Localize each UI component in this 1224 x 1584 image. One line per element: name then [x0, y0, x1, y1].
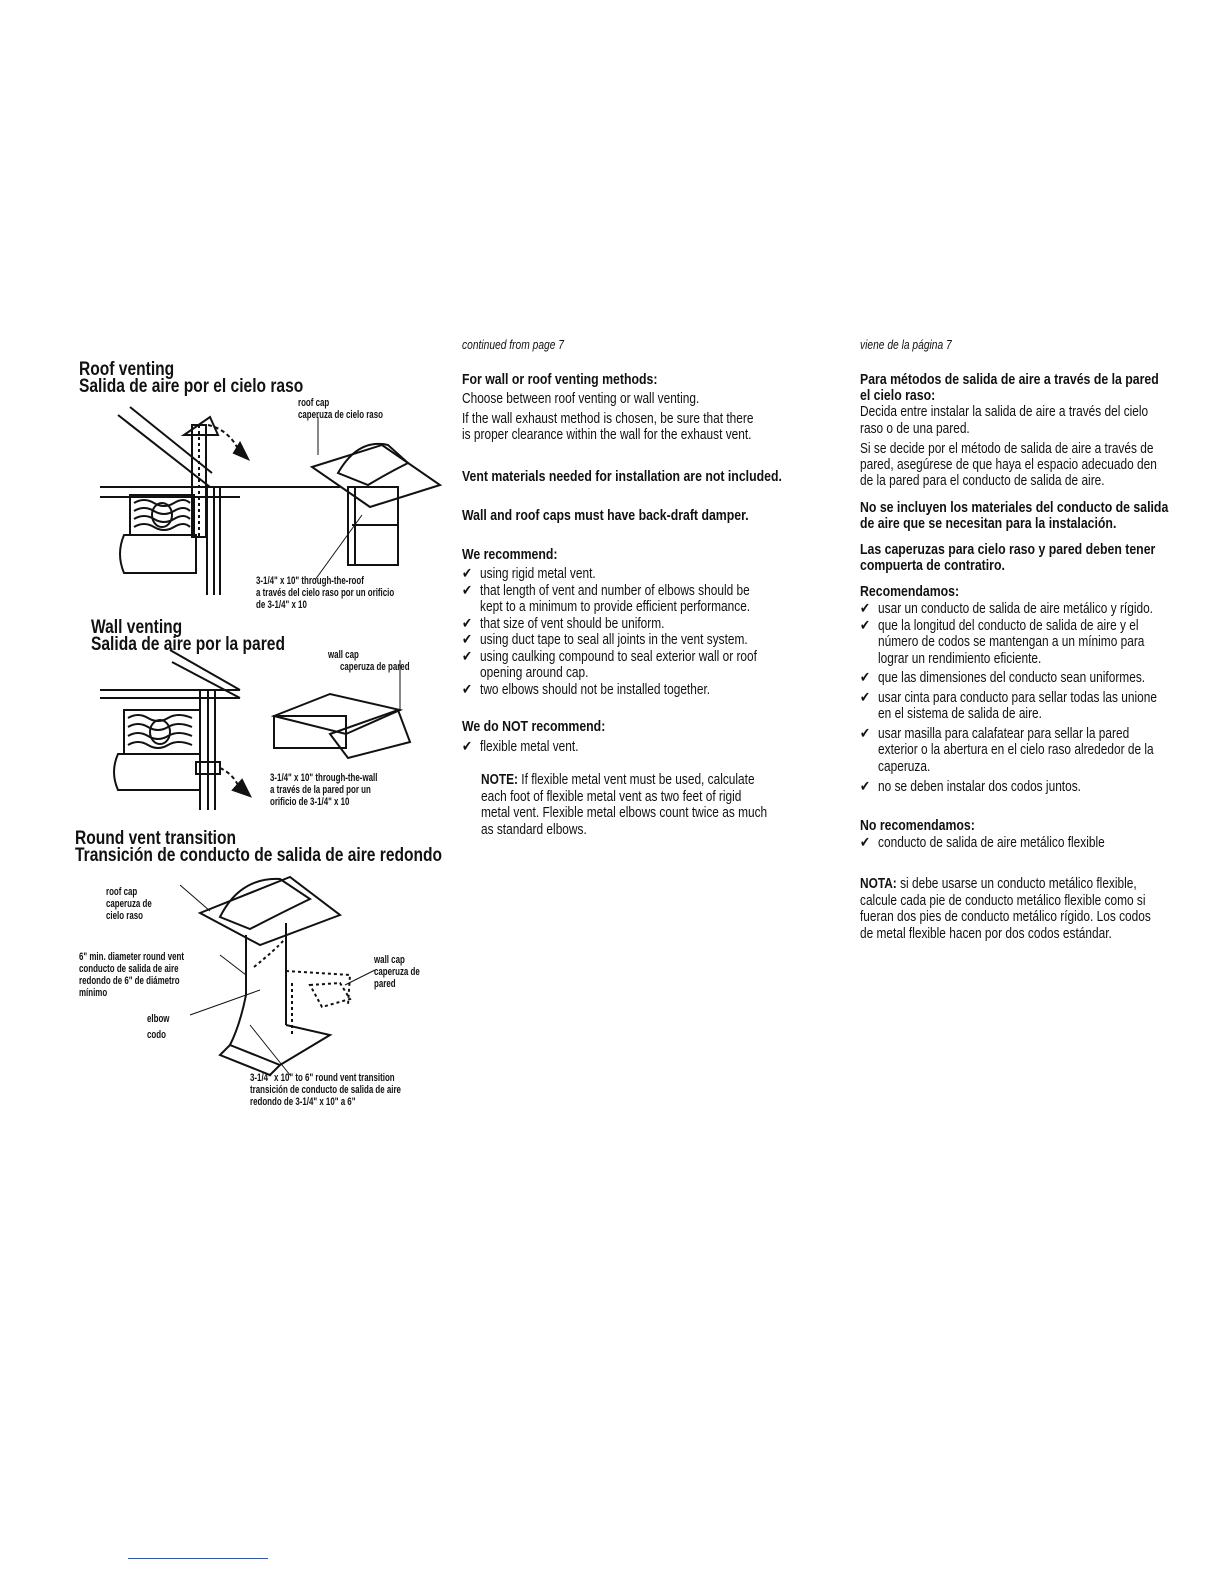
wall-transition-label: 3-1/4" x 10" through-the-wall	[270, 772, 378, 784]
list-item: ✔ conducto de salida de aire metálico flexible	[860, 835, 1105, 851]
list-item-continuation: exterior o la abertura en el cielo raso alrededor de la	[878, 742, 1154, 758]
checkmark-icon: ✔	[462, 681, 472, 698]
list-item: ✔ usar un conducto de salida de aire metálico y rígido.	[860, 601, 1153, 617]
list-item-continuation: opening around cap.	[480, 665, 589, 681]
checkmark-icon: ✔	[860, 779, 870, 795]
methods-es-paragraph-1-line-2: raso o de una pared.	[860, 421, 970, 437]
methods-es-paragraph-1-line-1: Decida entre instalar la salida de aire a través del cielo	[860, 404, 1149, 420]
round-roof-cap-label-es-2: cielo raso	[106, 910, 143, 922]
list-item: ✔ two elbows should not be installed together.	[462, 681, 711, 698]
list-item-continuation: lograr un rendimiento eficiente.	[878, 650, 1042, 667]
roof-cap-label: roof cap	[298, 397, 330, 409]
wall-venting-heading-es: Salida de aire por la pared	[91, 634, 285, 655]
wall-transition-label-es-1: a través de la pared por un	[270, 784, 371, 796]
checkmark-icon: ✔	[860, 835, 870, 851]
materials-note-es-line-2: de aire que se necesitan para la instalación.	[860, 515, 1117, 532]
round-vent-label: 6" min. diameter round vent	[79, 951, 184, 963]
methods-paragraph-2-line-1: If the wall exhaust method is chosen, be sure that there	[462, 411, 754, 427]
not-recommend-list-es	[860, 835, 1105, 852]
list-item-continuation: kept to a minimum to provide efficient performance.	[480, 599, 751, 615]
round-vent-label-es-3: mínimo	[79, 987, 108, 999]
list-item: ✔ using duct tape to seal all joints in the vent system.	[462, 632, 748, 648]
round-wall-cap-label-es-1: caperuza de	[374, 966, 420, 978]
methods-heading-es-line-2: el cielo raso:	[860, 387, 936, 404]
methods-paragraph-1: Choose between roof venting or wall venting.	[462, 391, 700, 407]
not-recommend-list	[462, 739, 579, 756]
round-transition-label-es-1: transición de conducto de salida de aire	[250, 1084, 401, 1096]
methods-es-paragraph-2-line-1: Si se decide por el método de salida de aire a través de	[860, 441, 1154, 457]
methods-heading-es-line-1: Para métodos de salida de aire a través de la pared	[860, 371, 1159, 388]
round-wall-cap-label: wall cap	[374, 954, 405, 966]
note-block-es: NOTA: si debe usarse un conducto metálico flexible, calcule cada pie de conducto metálico flexible como si fueran dos pies de conducto metálico rígido. Los codos de metal flexible hacen por dos codos estándar.	[860, 876, 1151, 942]
list-item: ✔ usar cinta para conducto para sellar todas las unione	[860, 689, 1157, 706]
round-wall-cap-label-es-2: pared	[374, 978, 396, 990]
round-roof-cap-label-es-1: caperuza de	[106, 898, 152, 910]
wall-cap-label-es: caperuza de pared	[340, 661, 410, 673]
continued-note: continued from page 7	[462, 338, 565, 352]
list-item-continuation: número de codos se mantengan a un mínimo para	[878, 634, 1145, 650]
recommend-heading-es: Recomendamos:	[860, 583, 960, 600]
checkmark-icon: ✔	[860, 617, 870, 634]
list-item: ✔ flexible metal vent.	[462, 739, 579, 755]
round-elbow-label: elbow	[147, 1013, 170, 1025]
materials-note: Vent materials needed for installation are not included.	[462, 468, 782, 485]
list-item: ✔ que la longitud del conducto de salida de aire y el	[860, 617, 1139, 634]
round-vent-illustration	[150, 875, 410, 1075]
checkmark-icon: ✔	[860, 725, 870, 742]
methods-es-paragraph-2-line-2: pared, asegúrese de que haya el espacio adecuado den	[860, 457, 1157, 473]
list-item-continuation: en el sistema de salida de aire.	[878, 706, 1042, 722]
checkmark-icon: ✔	[860, 689, 870, 706]
checkmark-icon: ✔	[860, 601, 870, 617]
roof-transition-label-es-2: de 3-1/4" x 10	[256, 599, 307, 611]
recommend-list	[462, 566, 757, 698]
roof-venting-heading-es: Salida de aire por el cielo raso	[79, 376, 304, 397]
checkmark-icon: ✔	[860, 670, 870, 686]
methods-paragraph-2-line-2: is proper clearance within the wall for the exhaust vent.	[462, 427, 752, 443]
not-recommend-heading: We do NOT recommend:	[462, 718, 606, 735]
checkmark-icon: ✔	[462, 632, 472, 648]
recommend-list-es	[860, 601, 1157, 796]
not-recommend-heading-es: No recomendamos:	[860, 817, 975, 834]
round-vent-heading-es: Transición de conducto de salida de aire redondo	[75, 845, 443, 866]
back-draft-note-es-line-1: Las caperuzas para cielo raso y pared deben tener	[860, 541, 1156, 558]
checkmark-icon: ✔	[462, 615, 472, 632]
round-elbow-label-es: codo	[147, 1029, 166, 1041]
back-draft-note-es-line-2: compuerta de contratiro.	[860, 557, 1005, 574]
methods-es-paragraph-2-line-3: de la pared para el conducto de salida de aire.	[860, 473, 1105, 489]
materials-note-es-line-1: No se incluyen los materiales del conducto de salida	[860, 499, 1169, 516]
round-transition-label: 3-1/4" x 10" to 6" round vent transition	[250, 1072, 395, 1084]
wall-transition-label-es-2: orificio de 3-1/4" x 10	[270, 796, 350, 808]
round-vent-label-es-1: conducto de salida de aire	[79, 963, 179, 975]
list-item: ✔ that size of vent should be uniform.	[462, 615, 665, 632]
note-block: NOTE: If flexible metal vent must be used, calculate each foot of flexible metal vent as two feet of rigid metal vent. Flexible metal elbows count twice as much as standard elbows.	[481, 772, 768, 838]
list-item-continuation: caperuza.	[878, 758, 931, 775]
recommend-heading: We recommend:	[462, 546, 558, 563]
checkmark-icon: ✔	[462, 648, 472, 665]
list-item: ✔ no se deben instalar dos codos juntos.	[860, 779, 1081, 795]
round-vent-label-es-2: redondo de 6" de diámetro	[79, 975, 180, 987]
continued-note-es: viene de la página 7	[860, 338, 952, 352]
checkmark-icon: ✔	[462, 566, 472, 582]
roof-venting-heading: Roof venting	[79, 359, 175, 380]
list-item: ✔ using caulking compound to seal exterior wall or roof	[462, 648, 757, 665]
round-vent-heading: Round vent transition	[75, 828, 236, 849]
list-item: ✔ that length of vent and number of elbows should be	[462, 582, 750, 599]
note-label: NOTE:	[481, 772, 518, 788]
wall-cap-label: wall cap	[328, 649, 359, 661]
note-label-es: NOTA:	[860, 876, 897, 892]
checkmark-icon: ✔	[462, 582, 472, 599]
round-roof-cap-label: roof cap	[106, 886, 138, 898]
checkmark-icon: ✔	[462, 739, 472, 755]
list-item: ✔ using rigid metal vent.	[462, 566, 596, 582]
wall-venting-heading: Wall venting	[91, 617, 183, 638]
list-item: ✔ que las dimensiones del conducto sean uniformes.	[860, 670, 1146, 686]
back-draft-note: Wall and roof caps must have back-draft damper.	[462, 507, 749, 524]
round-transition-label-es-2: redondo de 3-1/4" x 10" a 6"	[250, 1096, 356, 1108]
roof-transition-label: 3-1/4" x 10" through-the-roof	[256, 575, 364, 587]
list-item: ✔ usar masilla para calafatear para sellar la pared	[860, 725, 1130, 742]
methods-heading: For wall or roof venting methods:	[462, 371, 658, 388]
footer-rule	[128, 1558, 268, 1559]
roof-transition-label-es-1: a través del cielo raso por un orificio	[256, 587, 395, 599]
roof-cap-label-es: caperuza de cielo raso	[298, 409, 383, 421]
